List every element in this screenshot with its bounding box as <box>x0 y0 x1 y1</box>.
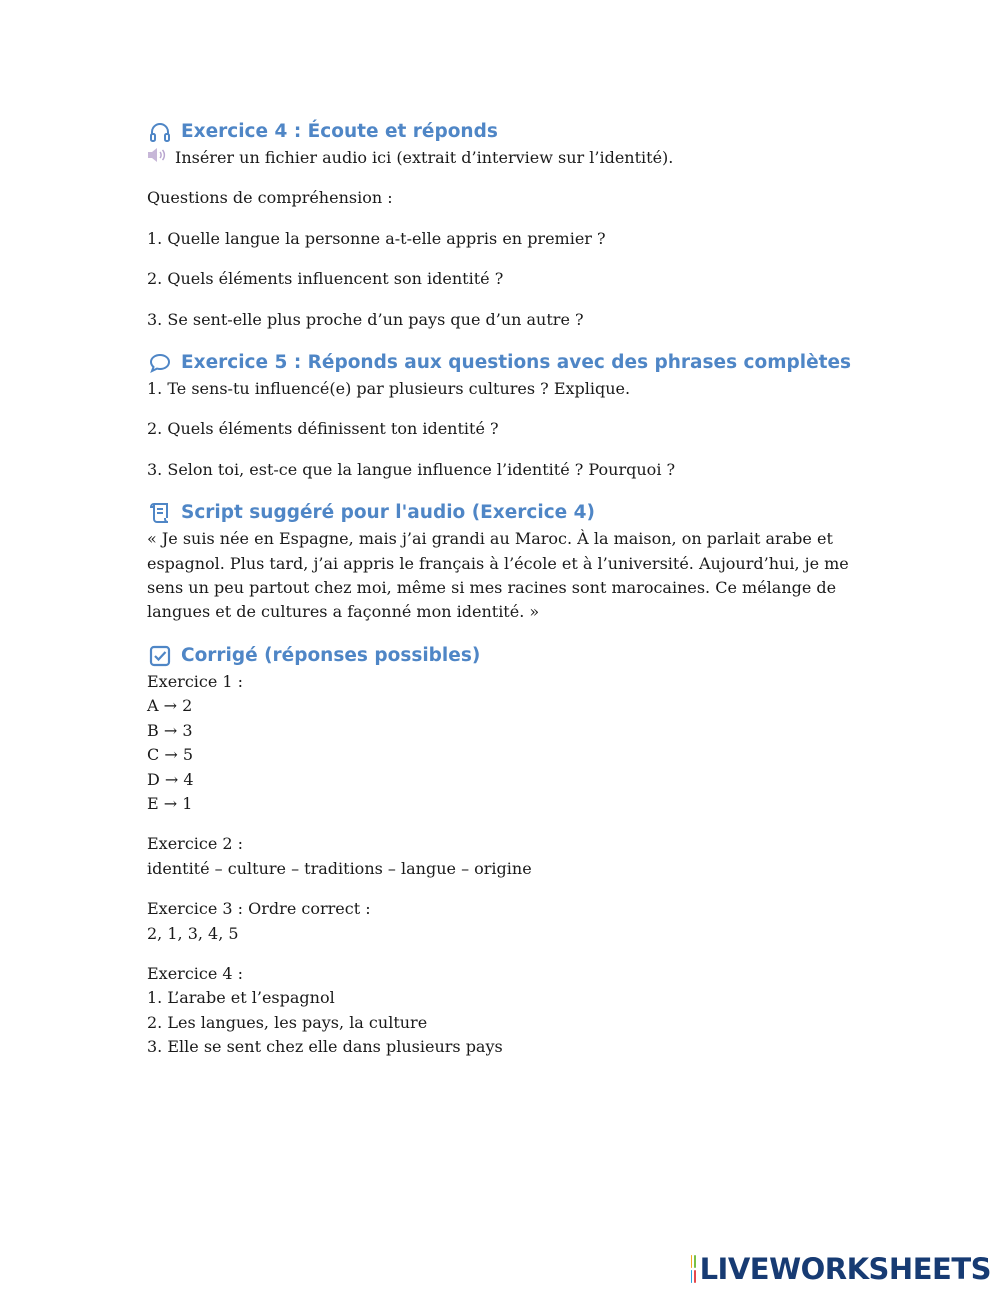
script-text: « Je suis née en Espagne, mais j’ai grandi au Maroc. À la maison, on parlait arabe et espagnol. Plus tard, j’ai appris le français à l’école et à l’université. Aujourd’hui, je me sens un peu partout chez moi, même si mes racines sont marocaines. Ce mélange de langues et de cultures a façonné mon identité. » <box>147 529 849 622</box>
corrige-ex1-line: A → 2 <box>147 696 193 716</box>
corrige-ex3-answer: 2, 1, 3, 4, 5 <box>147 923 239 943</box>
checkbox-icon <box>147 643 173 669</box>
corrige-ex4-line: 2. Les langues, les pays, la culture <box>147 1012 428 1032</box>
audio-note-text: Insérer un fichier audio ici (extrait d’interview sur l’identité). <box>175 148 674 167</box>
script-heading <box>147 499 867 527</box>
headphones-icon <box>147 119 173 145</box>
ex5-question-2: 2. Quels éléments définissent ton identité ? <box>147 419 499 439</box>
corrige-ex4-line: 3. Elle se sent chez elle dans plusieurs pays <box>147 1037 503 1057</box>
script-title: Script suggéré pour l'audio (Exercice 4) <box>181 502 595 524</box>
document-page <box>147 118 867 1060</box>
corrige-ex2-answer: identité – culture – traditions – langue – origine <box>147 858 532 878</box>
audio-note <box>147 146 867 170</box>
corrige-ex1-label: Exercice 1 : <box>147 671 244 691</box>
liveworksheets-logo[interactable] <box>691 1252 991 1286</box>
corrige-ex1-line: B → 3 <box>147 720 193 740</box>
liveworksheets-logo-icon <box>691 1255 696 1283</box>
exercise-4-title: Exercice 4 : Écoute et réponds <box>181 121 498 142</box>
exercise-4-heading <box>147 118 867 146</box>
ex4-question-2: 2. Quels éléments influencent son identité ? <box>147 269 504 289</box>
exercise-5-title: Exercice 5 : Réponds aux questions avec des phrases complètes <box>181 352 852 374</box>
corrige-ex2-label: Exercice 2 : <box>147 834 244 854</box>
speaker-icon <box>147 146 167 170</box>
exercise-5-heading <box>147 349 867 377</box>
ex5-question-1: 1. Te sens-tu influencé(e) par plusieurs cultures ? Explique. <box>147 379 631 399</box>
corrige-ex4-label: Exercice 4 : <box>147 963 244 983</box>
logo-text: LIVEWORKSHEETS <box>699 1252 991 1286</box>
corrige-heading <box>147 642 867 670</box>
scroll-icon <box>147 500 173 526</box>
ex4-question-3: 3. Se sent-elle plus proche d’un pays que d’un autre ? <box>147 309 584 329</box>
corrige-ex3-label: Exercice 3 : Ordre correct : <box>147 899 371 919</box>
corrige-ex1-line: E → 1 <box>147 793 193 813</box>
ex5-question-3: 3. Selon toi, est-ce que la langue influence l’identité ? Pourquoi ? <box>147 459 676 479</box>
questions-label: Questions de compréhension : <box>147 188 393 208</box>
corrige-ex4-line: 1. L’arabe et l’espagnol <box>147 988 335 1008</box>
speech-bubble-icon <box>147 350 173 376</box>
corrige-ex1-line: D → 4 <box>147 769 194 789</box>
corrige-title: Corrigé (réponses possibles) <box>181 644 481 666</box>
corrige-ex1-line: C → 5 <box>147 745 193 765</box>
ex4-question-1: 1. Quelle langue la personne a-t-elle appris en premier ? <box>147 228 606 248</box>
